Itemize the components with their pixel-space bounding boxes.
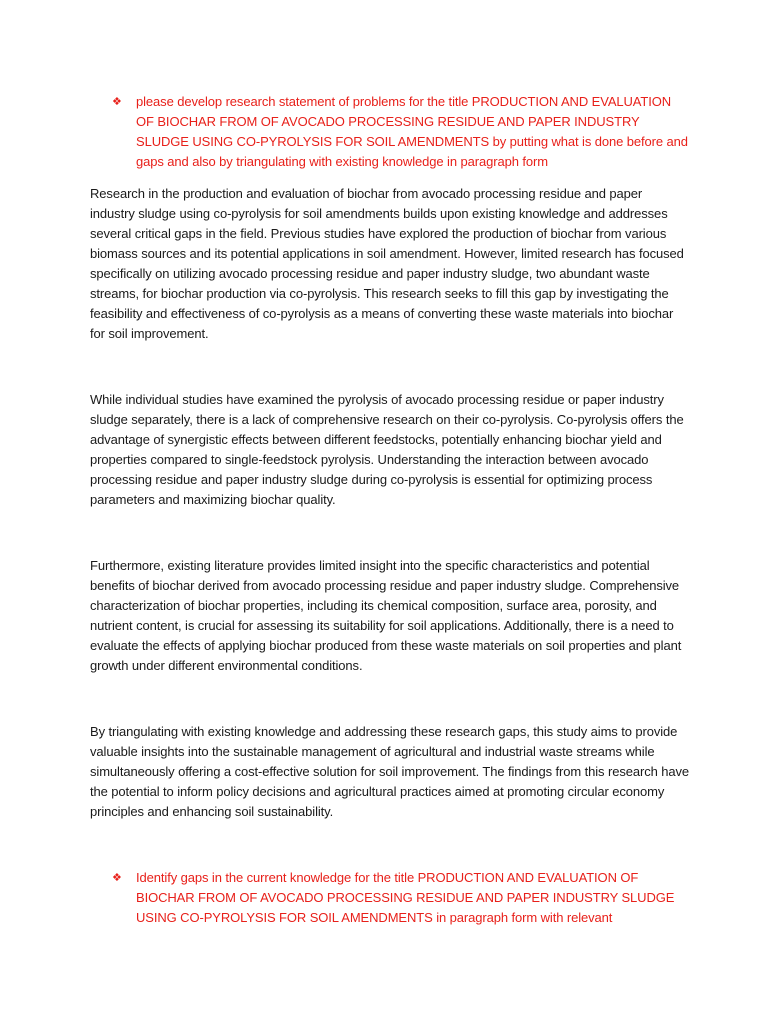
prompt-text-1: please develop research statement of problems for the title PRODUCTION AND EVALUATION OF BIOCHAR FROM OF AVOCADO PROCESSING RESIDUE AND PAPER INDUSTRY SLUDGE USING CO-PYROLYSIS FOR SOIL AMENDMENTS by putting what is done before and gaps and also by triangulating with existing knowledge in paragraph form	[136, 94, 688, 169]
paragraph-4: By triangulating with existing knowledge and addressing these research gaps, this study aims to provide valuable insights into the sustainable management of agricultural and industrial waste streams while simultaneously offering a cost-effective solution for soil improvement. The findings from this research have the potential to inform policy decisions and agricultural practices aimed at promoting circular economy principles and enhancing soil sustainability.	[90, 724, 690, 819]
diamond-bullet-icon: ❖	[112, 95, 122, 108]
paragraph-2: While individual studies have examined the pyrolysis of avocado processing residue or paper industry sludge separately, there is a lack of comprehensive research on their co-pyrolysis. Co-pyrolysis offers the advantage of synergistic effects between different feedstocks, potentially enhancing biochar yield and properties compared to single-feedstock pyrolysis. Understanding the interaction between avocado processing residue and paper industry sludge during co-pyrolysis is essential for optimizing process parameters and maximizing biochar quality.	[90, 392, 684, 507]
prompt-bullet-1	[112, 92, 692, 172]
diamond-bullet-icon: ❖	[112, 871, 122, 884]
paragraph-3: Furthermore, existing literature provides limited insight into the specific characteristics and potential benefits of biochar derived from avocado processing residue and paper industry sludge. Comprehensive characterization of biochar properties, including its chemical composition, surface area, porosity, and nutrient content, is crucial for assessing its suitability for soil applications. Additionally, there is a need to evaluate the effects of applying biochar produced from these waste materials on soil properties and plant growth under different environmental conditions.	[90, 558, 682, 673]
prompt-text-2: Identify gaps in the current knowledge for the title PRODUCTION AND EVALUATION OF BIOCHAR FROM OF AVOCADO PROCESSING RESIDUE AND PAPER INDUSTRY SLUDGE USING CO-PYROLYSIS FOR SOIL AMENDMENTS in paragraph form with relevant	[136, 870, 675, 925]
paragraph-1: Research in the production and evaluation of biochar from avocado processing residue and paper industry sludge using co-pyrolysis for soil amendments builds upon existing knowledge and addresses several critical gaps in the field. Previous studies have explored the production of biochar from various biomass sources and its potential applications in soil amendment. However, limited research has focused specifically on utilizing avocado processing residue and paper industry sludge, two abundant waste streams, for biochar production via co-pyrolysis. This research seeks to fill this gap by investigating the feasibility and effectiveness of co-pyrolysis as a means of converting these waste materials into biochar for soil improvement.	[90, 186, 684, 341]
prompt-bullet-2	[112, 868, 692, 928]
